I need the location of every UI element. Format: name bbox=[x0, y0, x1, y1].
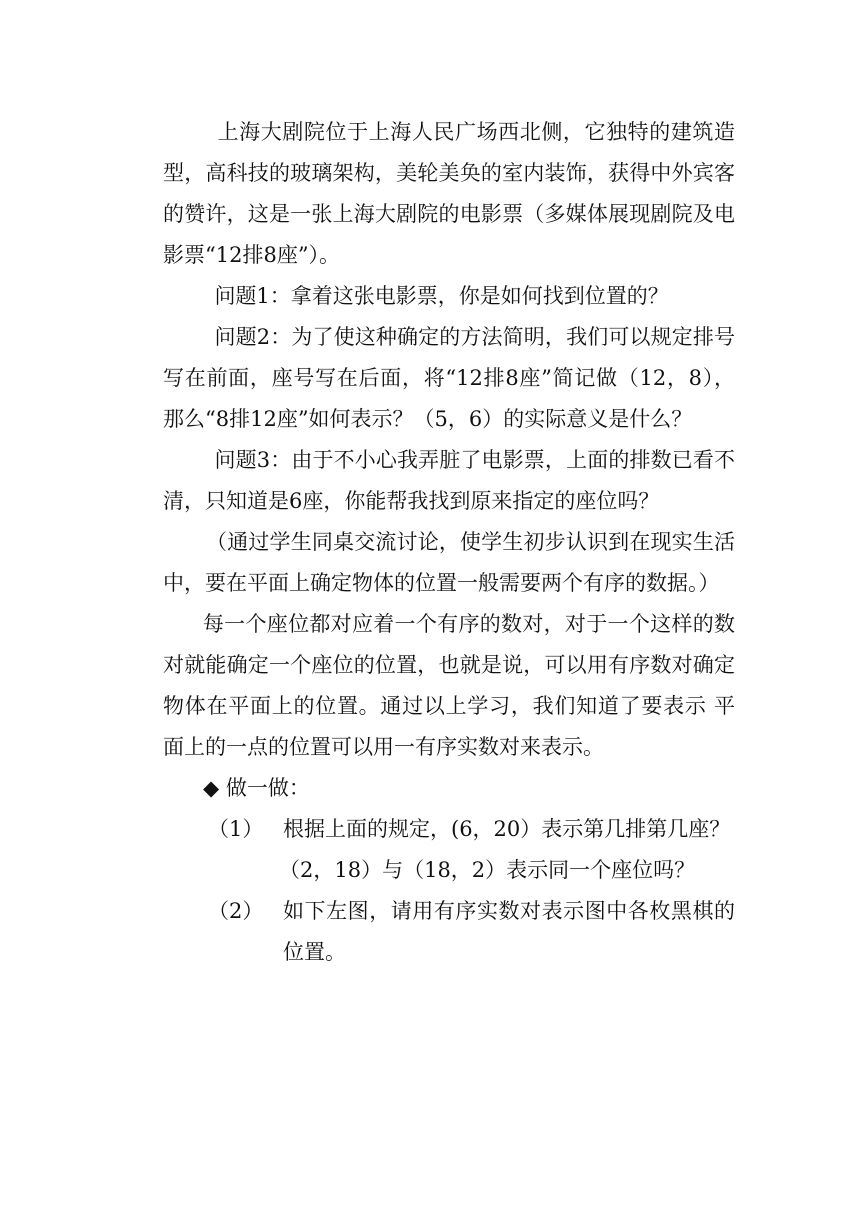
ordered-pair-summary-paragraph: 每一个座位都对应着一个有序的数对，对于一个这样的数对就能确定一个座位的位置，也就是说，可以用有序数对确定物体在平面上的位置。通过以上学习，我们知道了要表示 平面上的一点的位置可以用一有序实数对来表示。 bbox=[163, 612, 735, 759]
exercise-item-2 bbox=[163, 891, 735, 973]
exercise-heading bbox=[163, 768, 735, 809]
exercise-item-1-subtext: （2，18）与（18，2）表示同一个座位吗？ bbox=[279, 858, 696, 882]
question-3-paragraph: 问题3：由于不小心我弄脏了电影票，上面的排数已看不清，只知道是6座，你能帮我找到原来指定的座位吗？ bbox=[163, 448, 735, 513]
exercise-item-1-subline bbox=[163, 850, 735, 891]
intro-paragraph: 上海大剧院位于上海人民广场西北侧，它独特的建筑造型，高科技的玻璃架构，美轮美奂的室内装饰，获得中外宾客的赞许，这是一张上海大剧院的电影票（多媒体展现剧院及电影票“12排8座”）。 bbox=[163, 120, 735, 267]
discussion-note-paragraph: （通过学生同桌交流讨论，使学生初步认识到在现实生活中，要在平面上确定物体的位置一般需要两个有序的数据。） bbox=[163, 530, 735, 595]
document-body bbox=[163, 112, 735, 973]
question-1-paragraph: 问题1：拿着这张电影票，你是如何找到位置的？ bbox=[214, 284, 669, 308]
exercise-heading-text: ◆ 做一做： bbox=[203, 776, 310, 800]
exercise-item-1 bbox=[163, 809, 735, 850]
exercise-item-1-text: 根据上面的规定，(6，20）表示第几排第几座？ bbox=[283, 817, 731, 841]
exercise-item-2-text: 如下左图，请用有序实数对表示图中各枚黑棋的位置。 bbox=[283, 899, 735, 964]
question-2-paragraph: 问题2：为了使这种确定的方法简明，我们可以规定排号写在前面，座号写在后面，将“12排8座”简记做（12，8），那么“8排12座”如何表示？（5，6）的实际意义是什么？ bbox=[163, 325, 735, 431]
exercise-item-2-number: （2） bbox=[208, 899, 264, 923]
exercise-item-1-number: （1） bbox=[208, 817, 264, 841]
